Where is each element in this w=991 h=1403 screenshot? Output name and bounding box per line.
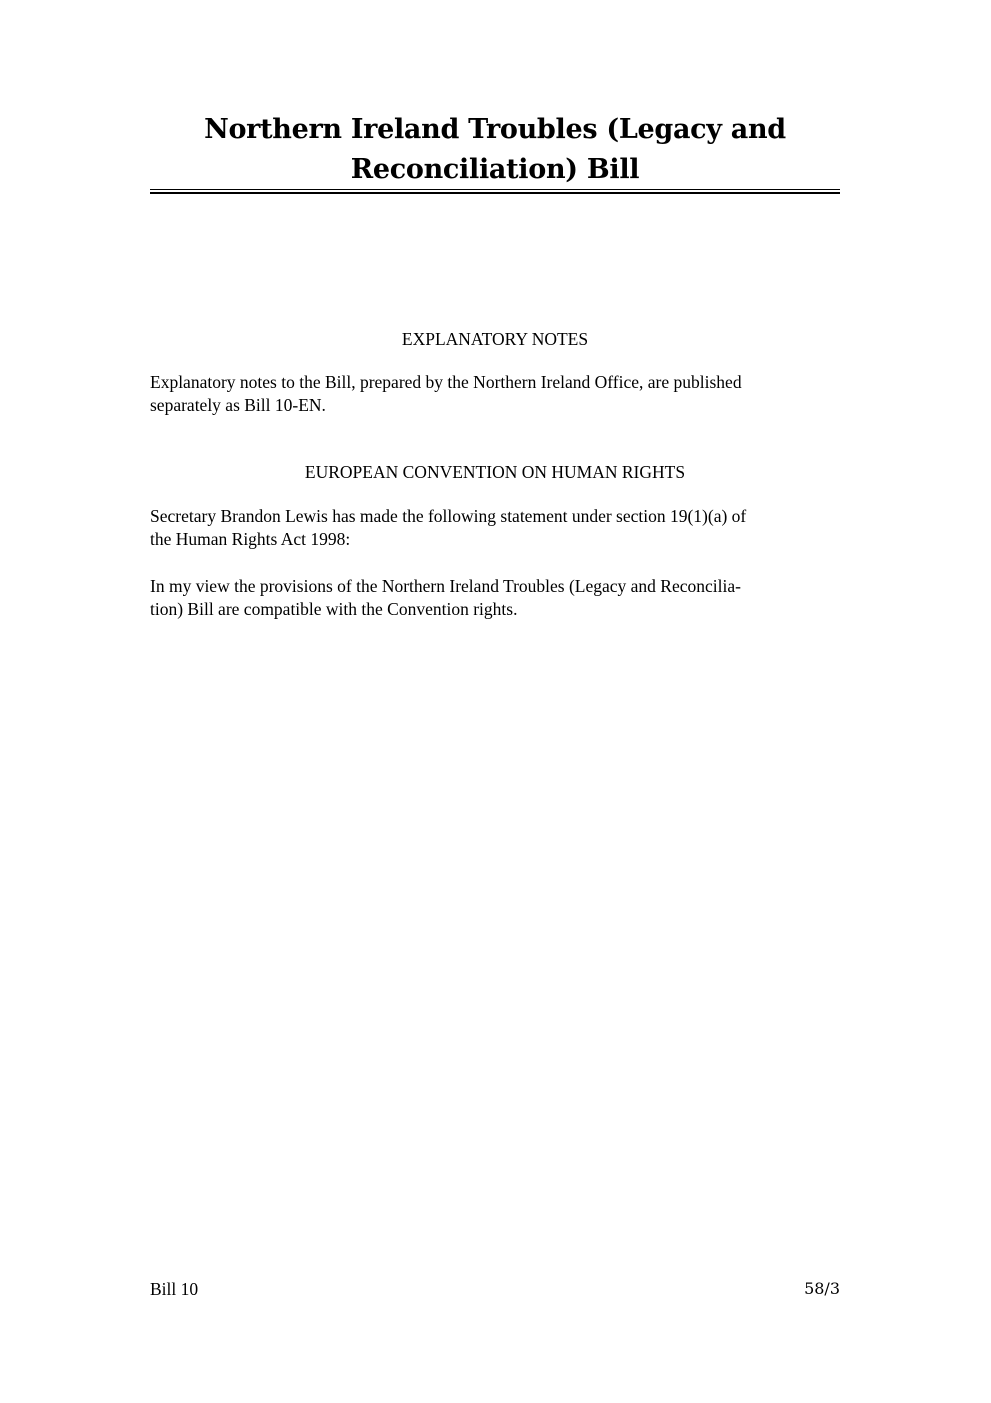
explanatory-notes-paragraph bbox=[150, 371, 840, 417]
title-rule-thick bbox=[150, 192, 840, 194]
text-line: the Human Rights Act 1998: bbox=[150, 529, 351, 549]
footer-print-number: 58/3 bbox=[804, 1279, 840, 1298]
text-line: Explanatory notes to the Bill, prepared by the Northern Ireland Office, are published bbox=[150, 372, 742, 392]
title-rule-thin bbox=[150, 189, 840, 190]
echr-statement-paragraph bbox=[150, 505, 840, 551]
text-line: tion) Bill are compatible with the Convention rights. bbox=[150, 599, 518, 619]
text-line: separately as Bill 10-EN. bbox=[150, 395, 326, 415]
footer-bill-number: Bill 10 bbox=[150, 1279, 199, 1299]
title-line-1: Northern Ireland Troubles (Legacy and bbox=[204, 114, 786, 145]
document-title bbox=[150, 110, 840, 190]
text-line: In my view the provisions of the Northern Ireland Troubles (Legacy and Reconcilia- bbox=[150, 576, 741, 596]
explanatory-notes-heading: EXPLANATORY NOTES bbox=[401, 329, 589, 349]
title-line-2: Reconciliation) Bill bbox=[350, 154, 640, 185]
echr-view-paragraph bbox=[150, 575, 840, 621]
text-line: Secretary Brandon Lewis has made the following statement under section 19(1)(a) of bbox=[150, 506, 747, 526]
echr-heading: EUROPEAN CONVENTION ON HUMAN RIGHTS bbox=[304, 462, 686, 482]
